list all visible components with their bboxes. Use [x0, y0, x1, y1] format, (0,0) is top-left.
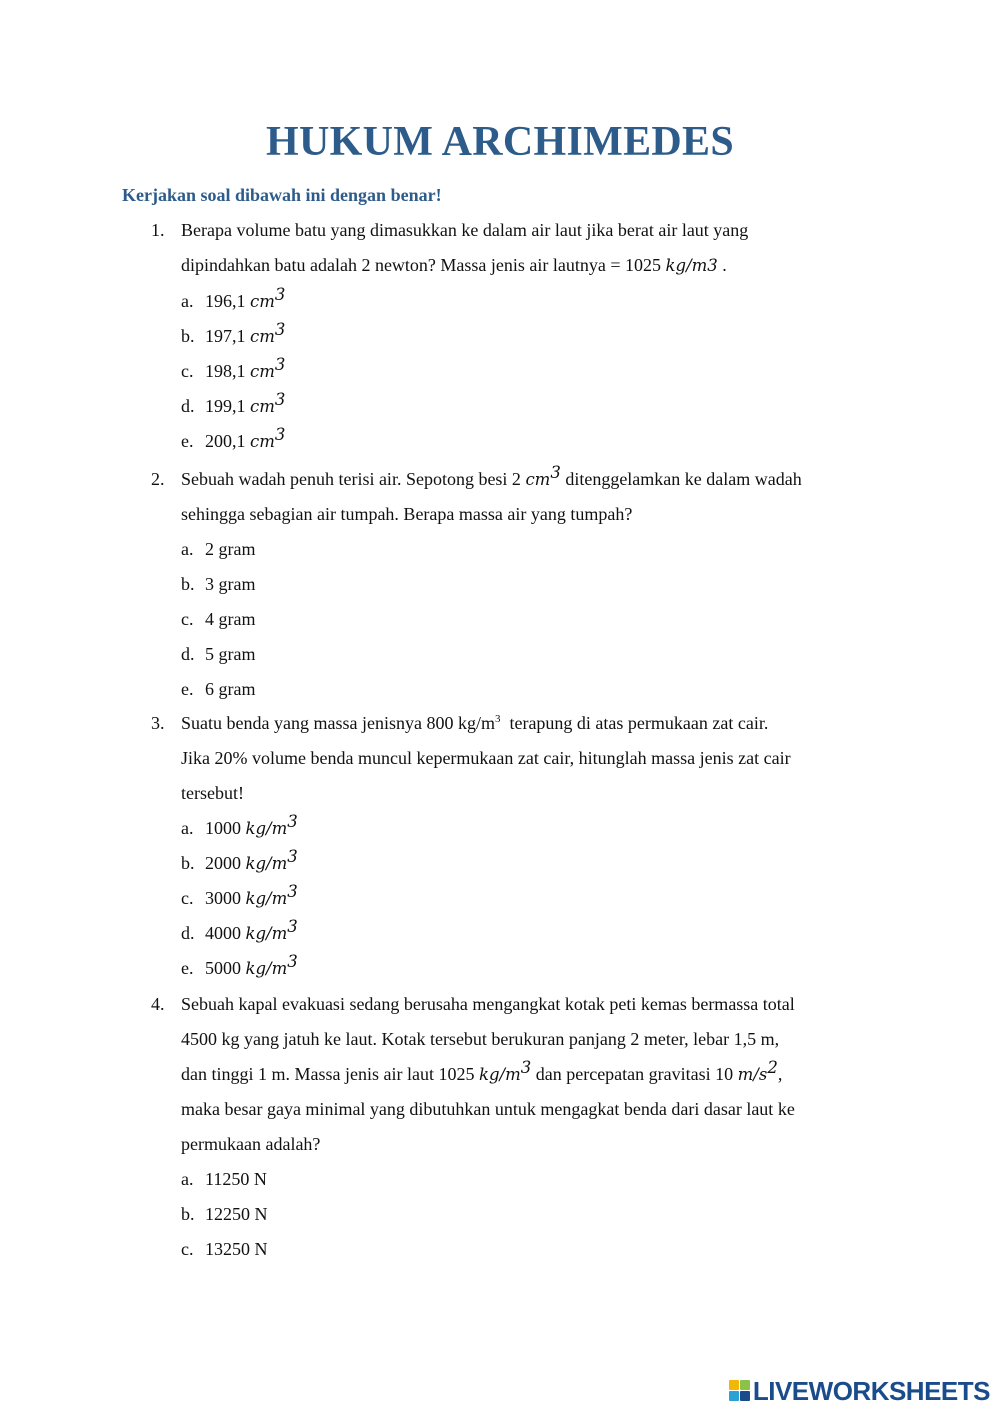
- question-1-options: [181, 284, 285, 459]
- page-title: HUKUM ARCHIMEDES: [266, 119, 734, 165]
- question-number: 1.: [151, 220, 165, 240]
- answer-option[interactable]: d. 199,1 $cm^3$: [181, 390, 286, 416]
- question-3-options: [181, 811, 298, 986]
- logo-square-blue: [729, 1391, 739, 1401]
- question-number: 3.: [151, 713, 165, 733]
- question-text: [181, 987, 891, 1162]
- question-text: [181, 213, 891, 283]
- question-line: Sebuah kapal evakuasi sedang berusaha mengangkat kotak peti kemas bermassa total: [181, 994, 795, 1014]
- density-unit: kg/m3: [665, 256, 718, 275]
- question-line: Sebuah wadah penuh terisi air. Sepotong besi 2 $cm^3$ ditenggelamkan ke dalam wadah: [181, 463, 802, 489]
- answer-option[interactable]: c. 4 gram: [181, 609, 256, 629]
- question-line: tersebut!: [181, 783, 244, 803]
- question-line: sehingga sebagian air tumpah. Berapa massa air yang tumpah?: [181, 504, 633, 524]
- answer-option[interactable]: e. 6 gram: [181, 679, 256, 699]
- question-line: 4500 kg yang jatuh ke laut. Kotak tersebut berukuran panjang 2 meter, lebar 1,5 m,: [181, 1029, 780, 1049]
- answer-option[interactable]: b. 12250 N: [181, 1204, 268, 1224]
- question-line: Jika 20% volume benda muncul kepermukaan zat cair, hitunglah massa jenis zat cair: [181, 748, 791, 768]
- answer-option[interactable]: d. 5 gram: [181, 644, 256, 664]
- logo-text: LIVEWORKSHEETS: [752, 1375, 990, 1406]
- answer-option[interactable]: b. 197,1 $cm^3$: [181, 320, 286, 346]
- question-line: dipindahkan batu adalah 2 newton? Massa jenis air lautnya = 1025 kg/m3 .: [181, 255, 727, 275]
- logo-square-navy: [740, 1391, 750, 1401]
- answer-option[interactable]: a. 1000 $kg/m^3$: [181, 812, 298, 838]
- question-line: Berapa volume batu yang dimasukkan ke dalam air laut jika berat air laut yang: [181, 220, 749, 240]
- question-line: Suatu benda yang massa jenisnya 800 $kg/m^3$ terapung di atas permukaan zat cair.: [181, 713, 769, 733]
- answer-option[interactable]: b. 2000 $kg/m^3$: [181, 847, 298, 873]
- question-number: 4.: [151, 994, 165, 1014]
- answer-option[interactable]: c. 13250 N: [181, 1239, 268, 1259]
- instruction-text: Kerjakan soal dibawah ini dengan benar!: [122, 185, 442, 205]
- question-line: permukaan adalah?: [181, 1134, 321, 1154]
- logo-square-green: [740, 1380, 750, 1390]
- answer-option[interactable]: a. 11250 N: [181, 1169, 267, 1189]
- logo-square-yellow: [729, 1380, 739, 1390]
- question-text: [181, 706, 891, 811]
- question-line: dan tinggi 1 m. Massa jenis air laut 1025 $kg/m^3$ dan percepatan gravitasi 10 $m/s^2$,: [181, 1058, 783, 1084]
- question-text: [181, 462, 891, 532]
- question-line: maka besar gaya minimal yang dibutuhkan untuk mengagkat benda dari dasar laut ke: [181, 1099, 795, 1119]
- liveworksheets-logo[interactable]: [729, 1377, 990, 1405]
- answer-option[interactable]: e. 5000 $kg/m^3$: [181, 952, 298, 978]
- answer-option[interactable]: e. 200,1 $cm^3$: [181, 425, 286, 451]
- answer-option[interactable]: b. 3 gram: [181, 574, 256, 594]
- answer-option[interactable]: a. 2 gram: [181, 539, 256, 559]
- answer-option[interactable]: c. 198,1 $cm^3$: [181, 355, 286, 381]
- question-number: 2.: [151, 469, 165, 489]
- question-2-options: [181, 532, 255, 707]
- answer-option[interactable]: c. 3000 $kg/m^3$: [181, 882, 298, 908]
- answer-option[interactable]: d. 4000 $kg/m^3$: [181, 917, 298, 943]
- answer-option[interactable]: a. 196,1 $cm^3$: [181, 285, 286, 311]
- liveworksheets-logo-icon: [729, 1380, 751, 1402]
- question-4-options: [181, 1162, 268, 1267]
